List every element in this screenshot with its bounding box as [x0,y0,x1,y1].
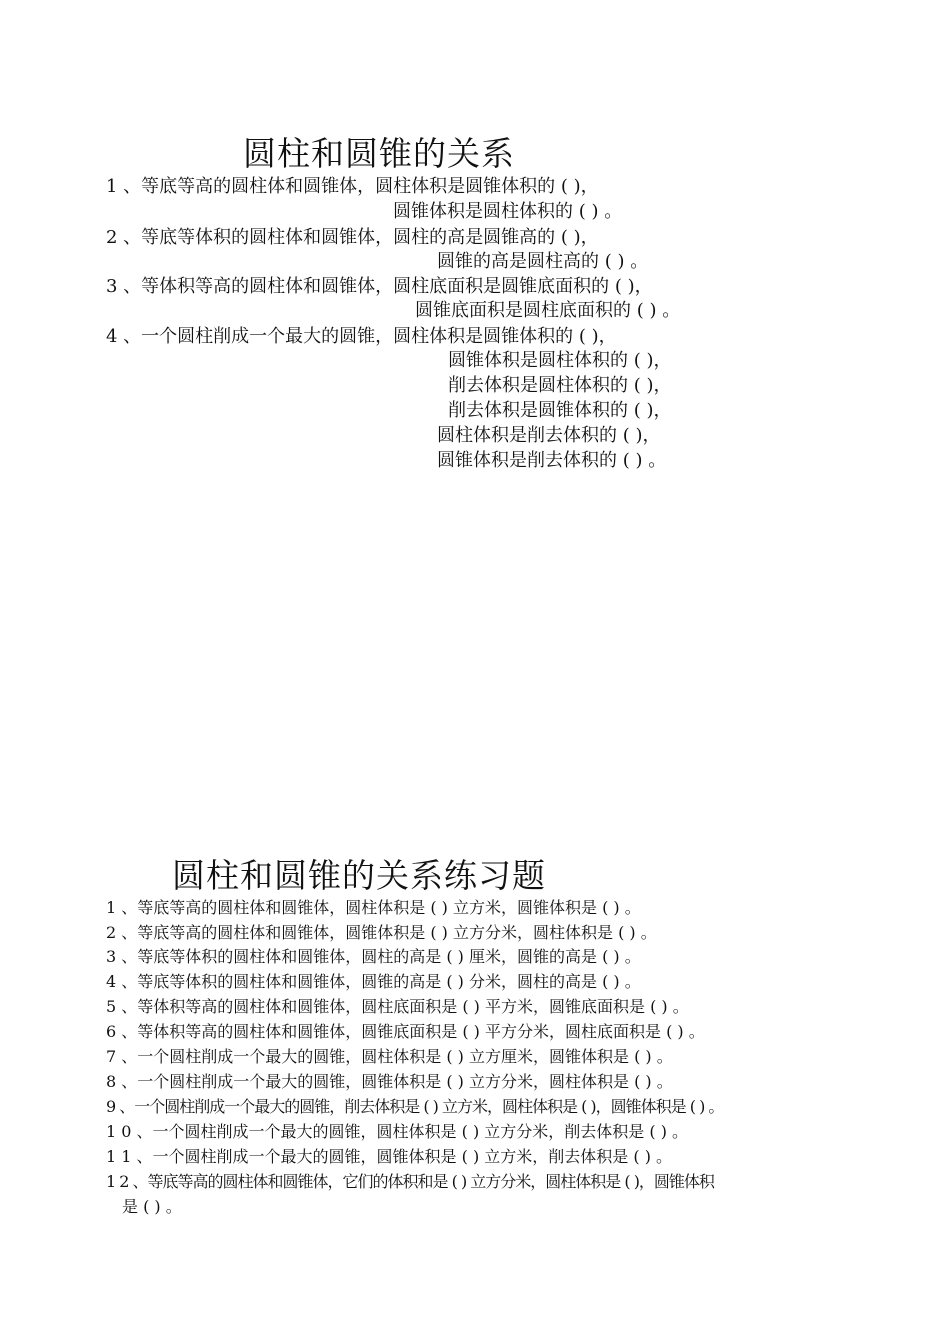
section-1-title: 圆柱和圆锥的关系 [243,134,515,173]
section-1-line-2: 圆锥体积是圆柱体积的 ( ) 。 [393,201,623,222]
exercise-8: 8 、一个圆柱削成一个最大的圆锥，圆锥体积是 ( ) 立方分米，圆柱体积是 ( ) 。 [106,1072,673,1091]
section-1-line-9: 削去体积是圆柱体积的 ( )， [448,375,672,396]
exercise-12-continued: 是 ( ) 。 [122,1197,182,1216]
exercise-5: 5 、等体积等高的圆柱体和圆锥体，圆柱底面积是 ( ) 平方米，圆锥底面积是 ( ) 。 [106,997,689,1016]
exercise-3: 3 、等底等体积的圆柱体和圆锥体，圆柱的高是 ( ) 厘米，圆锥的高是 ( ) 。 [106,947,641,966]
section-1-line-6: 圆锥底面积是圆柱底面积的 ( ) 。 [415,300,681,321]
exercise-6: 6 、等体积等高的圆柱体和圆锥体，圆锥底面积是 ( ) 平方分米，圆柱底面积是 ( ) 。 [106,1022,705,1041]
section-2-title: 圆柱和圆锥的关系练习题 [172,856,546,895]
exercise-2: 2 、等底等高的圆柱体和圆锥体，圆锥体积是 ( ) 立方分米，圆柱体积是 ( ) 。 [106,923,657,942]
section-1-line-7: 4 、一个圆柱削成一个最大的圆锥，圆柱体积是圆锥体积的 ( )， [106,326,617,347]
section-1-line-12: 圆锥体积是削去体积的 ( ) 。 [437,450,667,471]
section-1-line-1: 1 、等底等高的圆柱体和圆锥体，圆柱体积是圆锥体积的 ( )， [106,176,599,197]
exercise-10: 1 0 、一个圆柱削成一个最大的圆锥，圆柱体积是 ( ) 立方分米，削去体积是 ( ) 。 [106,1122,689,1141]
section-1-line-10: 削去体积是圆锥体积的 ( )， [448,400,672,421]
section-1-line-4: 圆锥的高是圆柱高的 ( ) 。 [437,251,649,272]
exercise-11: 1 1 、一个圆柱削成一个最大的圆锥，圆锥体积是 ( ) 立方米，削去体积是 ( ) 。 [106,1147,673,1166]
exercise-7: 7 、一个圆柱削成一个最大的圆锥，圆柱体积是 ( ) 立方厘米，圆锥体积是 ( ) 。 [106,1047,673,1066]
section-1-line-5: 3 、等体积等高的圆柱体和圆锥体，圆柱底面积是圆锥底面积的 ( )， [106,276,653,297]
section-1-line-8: 圆锥体积是圆柱体积的 ( )， [448,350,672,371]
section-1-line-11: 圆柱体积是削去体积的 ( )， [437,425,661,446]
section-1-line-3: 2 、等底等体积的圆柱体和圆锥体，圆柱的高是圆锥高的 ( )， [106,227,599,248]
exercise-9: 9 、一个圆柱削成一个最大的圆锥，削去体积是 ( ) 立方米，圆柱体积是 ( )，圆锥体积是 ( ) 。 [106,1097,724,1116]
exercise-12: 1 2 、等底等高的圆柱体和圆锥体，它们的体积和是 ( ) 立方分米，圆柱体积是 ( )，圆锥体积 [106,1172,714,1191]
exercise-4: 4 、等底等体积的圆柱体和圆锥体，圆锥的高是 ( ) 分米，圆柱的高是 ( ) 。 [106,972,641,991]
exercise-1: 1 、等底等高的圆柱体和圆锥体，圆柱体积是 ( ) 立方米，圆锥体积是 ( ) 。 [106,898,641,917]
